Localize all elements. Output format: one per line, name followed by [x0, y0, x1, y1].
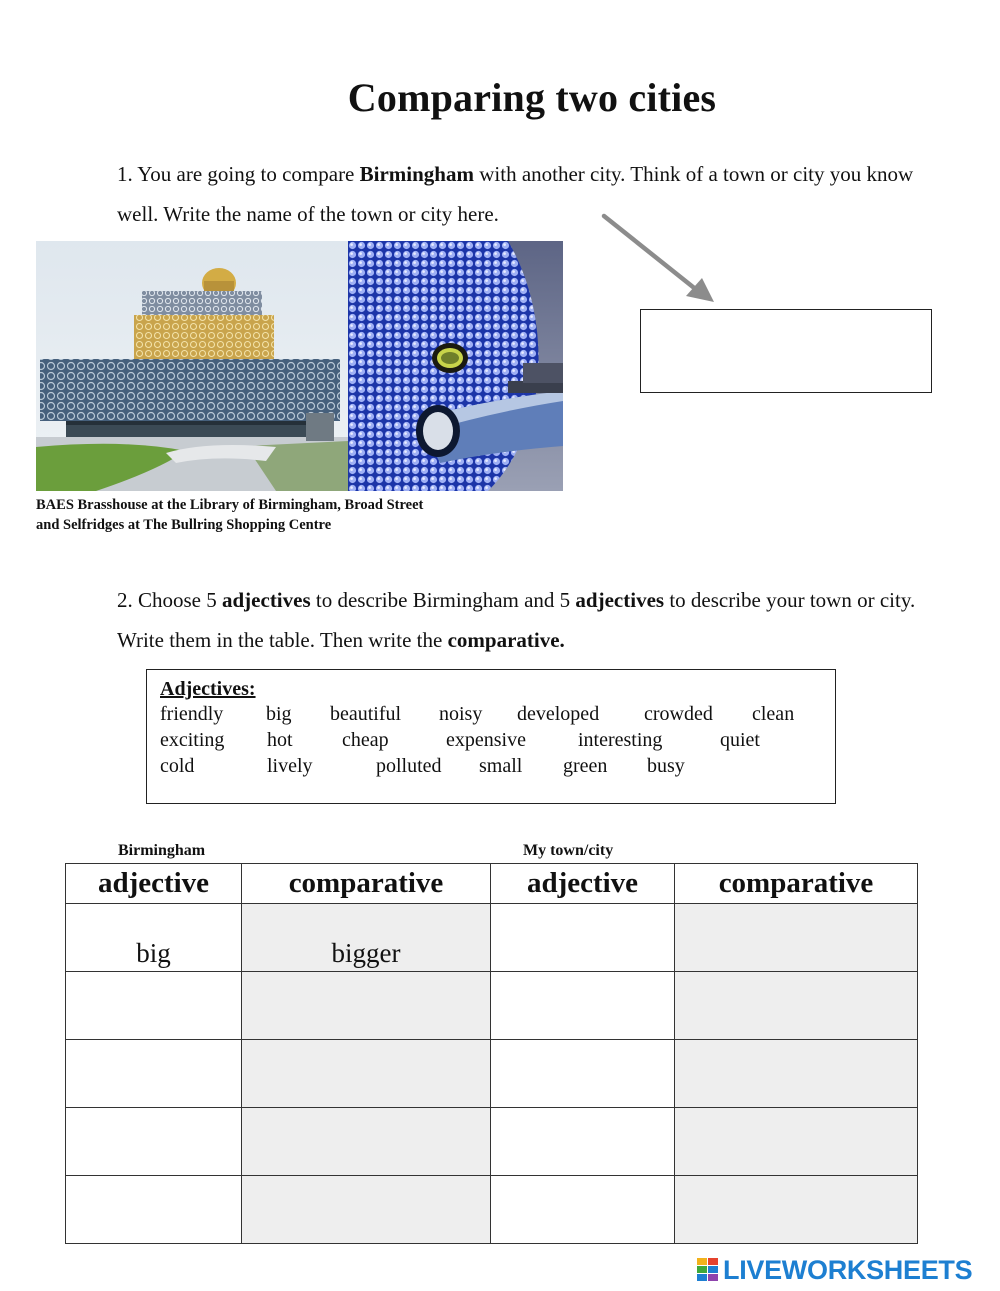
answer-cell[interactable] [491, 1176, 675, 1244]
q1-text-start: 1. You are going to compare [117, 162, 360, 186]
arrow-icon [598, 208, 723, 308]
q2-bold-1: adjectives [222, 588, 311, 612]
q2-text-1: 2. Choose 5 [117, 588, 222, 612]
logo-cube-icon [697, 1258, 719, 1282]
answer-cell[interactable] [66, 972, 242, 1040]
adjective-word: exciting [160, 729, 225, 751]
adjective-word: noisy [439, 703, 483, 725]
adjective-word: developed [517, 703, 600, 725]
answer-cell[interactable] [66, 1040, 242, 1108]
adjective-word: crowded [644, 703, 713, 725]
cell-text: bigger [331, 938, 401, 968]
adjective-word: big [266, 703, 292, 725]
adjectives-word-bank [146, 669, 836, 804]
answer-cell[interactable] [66, 1108, 242, 1176]
selfridges-bullring-photo [348, 241, 563, 491]
header-adjective: adjective [66, 864, 242, 904]
cell-text: big [136, 938, 171, 968]
table-row [66, 1040, 918, 1108]
question-2 [117, 580, 957, 660]
answer-cell[interactable] [675, 904, 918, 972]
adjective-word: clean [752, 703, 795, 725]
answer-cell[interactable] [242, 1040, 491, 1108]
q2-text-3: to describe your town or city. Write them in the table. Then write the [117, 588, 916, 652]
library-of-birmingham-photo [36, 241, 348, 491]
table-row [66, 1176, 918, 1244]
comparatives-table [65, 863, 918, 1244]
table-header-row [66, 864, 918, 904]
table-row [66, 972, 918, 1040]
answer-cell[interactable] [242, 904, 491, 972]
q1-city-name: Birmingham [359, 162, 474, 186]
adjective-word: interesting [578, 729, 663, 751]
answer-cell[interactable] [675, 1040, 918, 1108]
question-1 [117, 154, 947, 234]
liveworksheets-logo [697, 1252, 972, 1288]
answer-cell[interactable] [675, 1176, 918, 1244]
adjective-word: hot [267, 729, 293, 751]
answer-cell[interactable] [491, 972, 675, 1040]
answer-cell[interactable] [242, 1108, 491, 1176]
table-row [66, 1108, 918, 1176]
adjective-word: polluted [376, 755, 442, 777]
header-comparative: comparative [242, 864, 491, 904]
answer-cell[interactable] [66, 1176, 242, 1244]
caption-line-1: BAES Brasshouse at the Library of Birmingham, Broad Street [36, 497, 424, 513]
answer-cell[interactable] [675, 1108, 918, 1176]
answer-cell[interactable] [491, 1108, 675, 1176]
adjective-word: cheap [342, 729, 389, 751]
table-label-birmingham: Birmingham [118, 842, 206, 859]
adjectives-heading: Adjectives: [160, 678, 256, 700]
table-label-my-town: My town/city [523, 842, 614, 859]
table-row [66, 904, 918, 972]
q2-bold-3: comparative. [447, 628, 565, 652]
city-name-input[interactable] [641, 310, 935, 394]
header-comparative: comparative [675, 864, 918, 904]
q2-bold-2: adjectives [575, 588, 665, 612]
logo-text: LIVEWORKSHEETS [723, 1254, 973, 1285]
answer-cell[interactable] [491, 904, 675, 972]
adjective-word: expensive [446, 729, 526, 751]
city-name-answer-box[interactable] [640, 309, 932, 393]
answer-cell[interactable] [242, 972, 491, 1040]
adjective-word: beautiful [330, 703, 402, 725]
caption-line-2: and Selfridges at The Bullring Shopping Centre [36, 517, 332, 533]
answer-cell[interactable] [242, 1176, 491, 1244]
q2-text-2: to describe Birmingham and 5 [310, 588, 576, 612]
adjective-word: busy [647, 755, 685, 777]
answer-cell[interactable] [491, 1040, 675, 1108]
answer-cell[interactable] [66, 904, 242, 972]
adjective-word: lively [267, 755, 313, 777]
answer-cell[interactable] [675, 972, 918, 1040]
page-title: Comparing two cities [347, 75, 717, 120]
adjective-word: small [479, 755, 523, 777]
photo-caption [36, 495, 423, 535]
adjective-word: cold [160, 755, 195, 777]
q1-text-end: with another city. Think of a town or city you know well. Write the name of the town or city here. [117, 162, 914, 226]
adjective-word: quiet [720, 729, 760, 751]
header-adjective: adjective [491, 864, 675, 904]
adjective-word: friendly [160, 703, 224, 725]
adjective-word: green [563, 755, 608, 777]
